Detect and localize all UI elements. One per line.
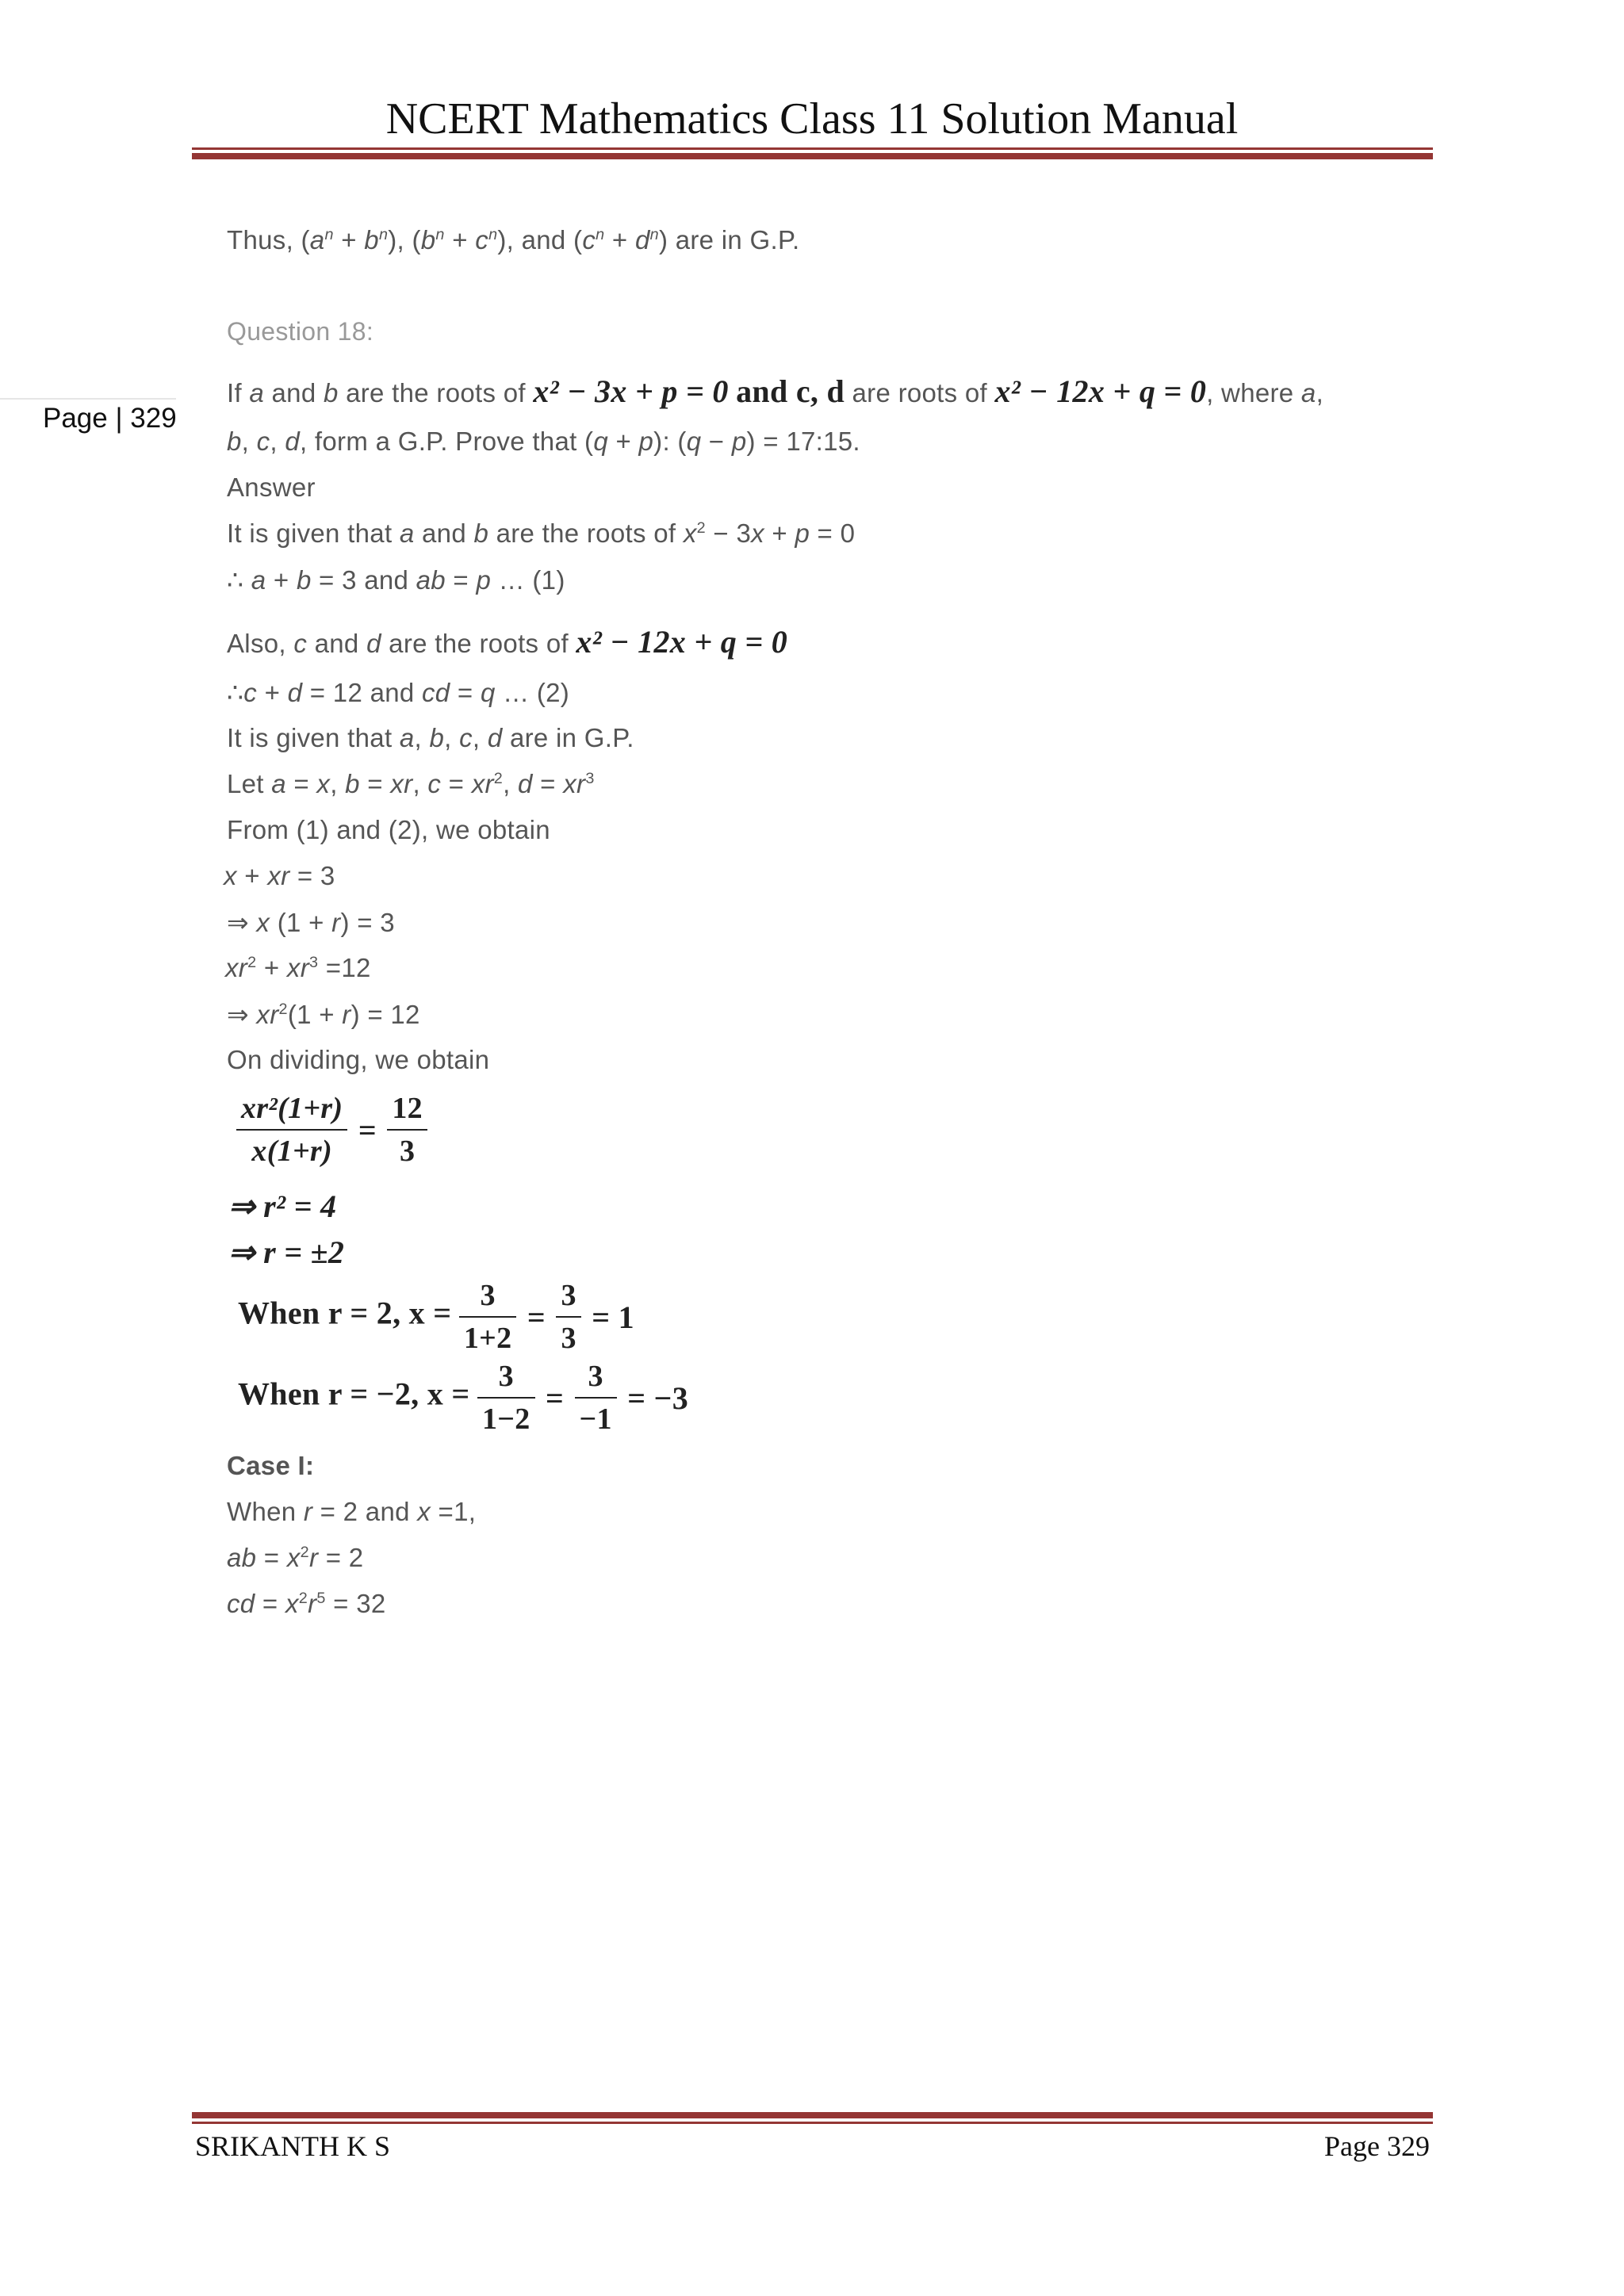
also-line: Also, c and d are the roots of x² − 12x + q = 0 <box>227 624 788 660</box>
sum-product-2: ∴c + d = 12 and cd = q … (2) <box>227 678 570 707</box>
ratio-fraction: $\frac{\text{xr²(1+r)}}{x(1+r)}$ <box>236 1091 347 1169</box>
division-fraction: $\frac{\text{xr²(1+r)}}{x(1+r)}$ = $\frac{12}{3}$ <box>236 1091 427 1169</box>
equation-a: x + xr = 3 <box>224 861 335 890</box>
side-divider <box>0 398 176 400</box>
equation-1: x² − 3x + p = 0 <box>533 373 729 409</box>
r-plusminus-line: ⇒ r = ±2 <box>228 1234 345 1270</box>
equation-b: ⇒ x (1 + r) = 3 <box>227 908 395 937</box>
cd-equation: cd = $x^2r^5 = 32$ <box>227 1589 386 1618</box>
let-line: Let a = x, b = xr, $c = xr^2$, $d = xr^3$ <box>227 769 595 798</box>
sum-product-1: ∴ a + b = 3 and ab = p … (1) <box>227 565 565 595</box>
header-rule <box>192 147 1433 159</box>
given-gp-line: It is given that a, b, c, d are in G.P. <box>227 723 634 752</box>
question-heading: Question 18: <box>227 317 374 346</box>
when1-frac-a: $\frac{3}{1+2}$ <box>459 1278 517 1356</box>
and-cd: and c, d <box>736 373 845 409</box>
equation-d: ⇒ $xr^2(1 + r) = 12$ <box>227 1000 420 1029</box>
footer-author: SRIKANTH K S <box>195 2130 391 2162</box>
side-page-label: Page | 329 <box>43 403 177 434</box>
also-equation: x² − 12x + q = 0 <box>576 624 788 660</box>
answer-label: Answer <box>227 473 316 502</box>
dividing-line: On dividing, we obtain <box>227 1045 490 1074</box>
footer-rule <box>192 2112 1433 2124</box>
equation-2: x² − 12x + q = 0 <box>994 373 1207 409</box>
twelve-over-three: $\frac{12}{3}$ <box>387 1091 427 1169</box>
footer-page-number: Page 329 <box>1324 2130 1430 2162</box>
ab-equation: ab = $x^2r = 2$ <box>227 1543 364 1572</box>
question-line-2: b, c, d, form a G.P. Prove that (q + p): (q − p) = 17:15. <box>227 427 860 456</box>
question-line-1: If a and b are the roots of x² − 3x + p = 0 and c, d are roots of x² − 12x + q = 0, where a, <box>227 373 1324 409</box>
when-r-neg2-line: When r = −2, x = $\frac{3}{1-2}$ = $\frac{3}{-1}$ = −3 <box>238 1360 689 1436</box>
thus-line: Thus, $(a^n + b^n)$, $(b^n + c^n)$, and $(c^n + d^n)$ are in G.P. <box>227 225 800 254</box>
equation-c: $xr^2 + xr^3 =12$ <box>225 953 371 982</box>
header-title: NCERT Mathematics Class 11 Solution Manual <box>385 94 1239 144</box>
when2-frac-a: $\frac{3}{1-2}$ <box>477 1359 535 1437</box>
case-heading: Case I: <box>227 1451 315 1480</box>
when-r-2-line: When r = 2, x = $\frac{3}{1+2}$ = $\frac{3}{3}$ = 1 <box>238 1279 634 1355</box>
given-roots-line: It is given that a and b are the roots of $x^2 - 3x + p = 0$ <box>227 519 856 548</box>
r-squared-line: ⇒ r² = 4 <box>228 1188 337 1224</box>
from-line: From (1) and (2), we obtain <box>227 815 550 844</box>
when2-frac-b: $\frac{3}{-1}$ <box>575 1359 617 1437</box>
case-when-line: When r = 2 and x =1, <box>227 1497 477 1526</box>
when1-frac-b: $\frac{3}{3}$ <box>556 1278 580 1356</box>
